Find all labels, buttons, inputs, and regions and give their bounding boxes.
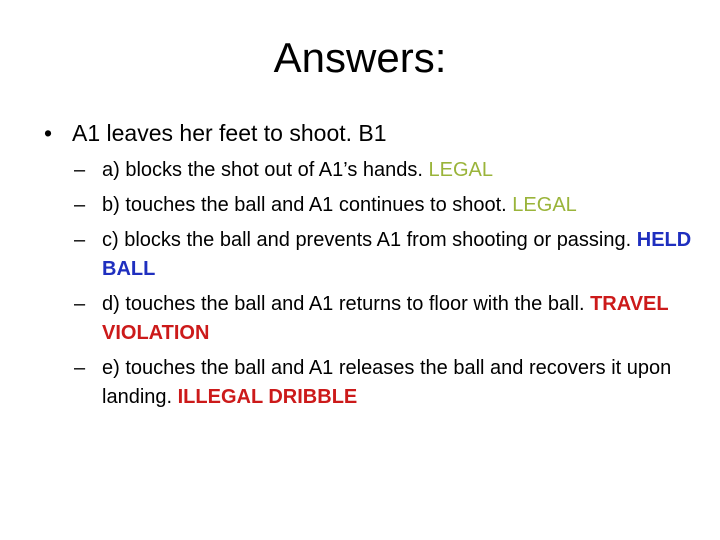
answer-text: e) touches the ball and A1 releases the ball and recovers it upon landing. <box>102 357 672 408</box>
answer-item-b <box>74 191 714 220</box>
verdict-legal: LEGAL <box>428 159 493 181</box>
dash-marker: – <box>74 357 86 379</box>
answer-item-d <box>74 290 714 348</box>
answer-text: c) blocks the ball and prevents A1 from shooting or passing. <box>102 229 637 251</box>
answer-item-a <box>74 156 714 185</box>
bullet-text: A1 leaves her feet to shoot. B1 <box>72 120 387 146</box>
answer-text: a) blocks the shot out of A1’s hands. <box>102 159 429 181</box>
verdict-held-ball: HELD BALL <box>102 229 692 280</box>
verdict-travel-violation: TRAVEL VIOLATION <box>102 293 669 344</box>
verdict-illegal-dribble: ILLEGAL DRIBBLE <box>177 386 358 408</box>
answer-item-e <box>74 354 714 412</box>
answer-text: b) touches the ball and A1 continues to shoot. <box>102 194 513 216</box>
slide-title: Answers: <box>273 34 447 81</box>
dash-marker: – <box>74 194 86 216</box>
answer-item-c <box>74 226 714 284</box>
answer-list <box>74 156 714 418</box>
main-bullet <box>44 118 387 148</box>
dash-marker: – <box>74 229 86 251</box>
dash-marker: – <box>74 159 86 181</box>
bullet-marker: • <box>44 120 53 146</box>
verdict-legal: LEGAL <box>512 194 577 216</box>
dash-marker: – <box>74 293 86 315</box>
answer-text: d) touches the ball and A1 returns to floor with the ball. <box>102 293 591 315</box>
